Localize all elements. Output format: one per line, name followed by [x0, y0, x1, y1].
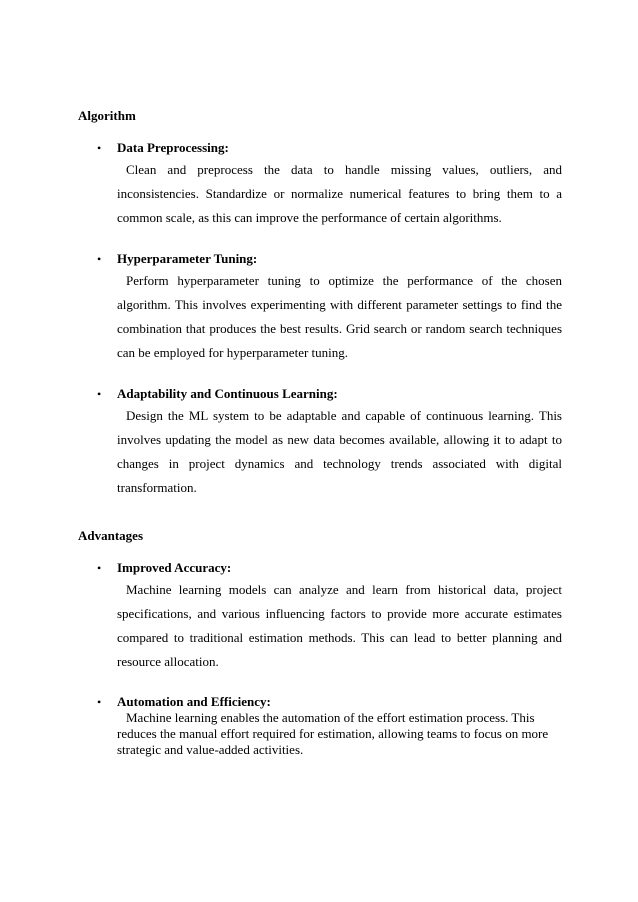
list-item-data-preprocessing: [78, 139, 562, 230]
item-body: Machine learning enables the automation of the effort estimation process. This reduces the manual effort required for estimation, allowing teams to focus on more strategic and value-added activities.: [117, 710, 549, 757]
list-item-improved-accuracy: [78, 559, 562, 674]
list-item-hyperparameter-tuning: [78, 250, 562, 365]
item-title: Hyperparameter Tuning:: [117, 251, 258, 266]
item-title: Improved Accuracy:: [117, 560, 232, 575]
bullet-icon: •: [97, 387, 102, 401]
item-body: Machine learning models can analyze and learn from historical data, project specifications, and various influencing factors to provide more accurate estimates compared to traditional estimation methods. This can lead to better planning and resource allocation.: [117, 582, 562, 669]
item-title: Adaptability and Continuous Learning:: [117, 386, 338, 401]
bullet-icon: •: [97, 695, 102, 709]
item-body: Perform hyperparameter tuning to optimize the performance of the chosen algorithm. This involves experimenting with different parameter settings to find the combination that produces the best results. Grid search or random search techniques can be employed for hyperparameter tuning.: [117, 273, 562, 360]
bullet-icon: •: [97, 561, 102, 575]
item-title: Automation and Efficiency:: [117, 694, 271, 709]
bullet-icon: •: [97, 141, 102, 155]
advantages-heading: Advantages: [78, 528, 144, 543]
item-body: Design the ML system to be adaptable and capable of continuous learning. This involves updating the model as new data becomes available, allowing it to adapt to changes in project dynamics and technology trends associated with digital transformation.: [117, 408, 562, 495]
list-item-automation-efficiency: [78, 693, 562, 758]
bullet-icon: •: [97, 252, 102, 266]
algorithm-heading: Algorithm: [78, 108, 136, 123]
list-item-adaptability: [78, 385, 562, 500]
item-title: Data Preprocessing:: [117, 140, 229, 155]
item-body: Clean and preprocess the data to handle missing values, outliers, and inconsistencies. Standardize or normalize numerical features to bring them to a common scale, as this can improve the performance of certain algorithms.: [117, 162, 562, 225]
